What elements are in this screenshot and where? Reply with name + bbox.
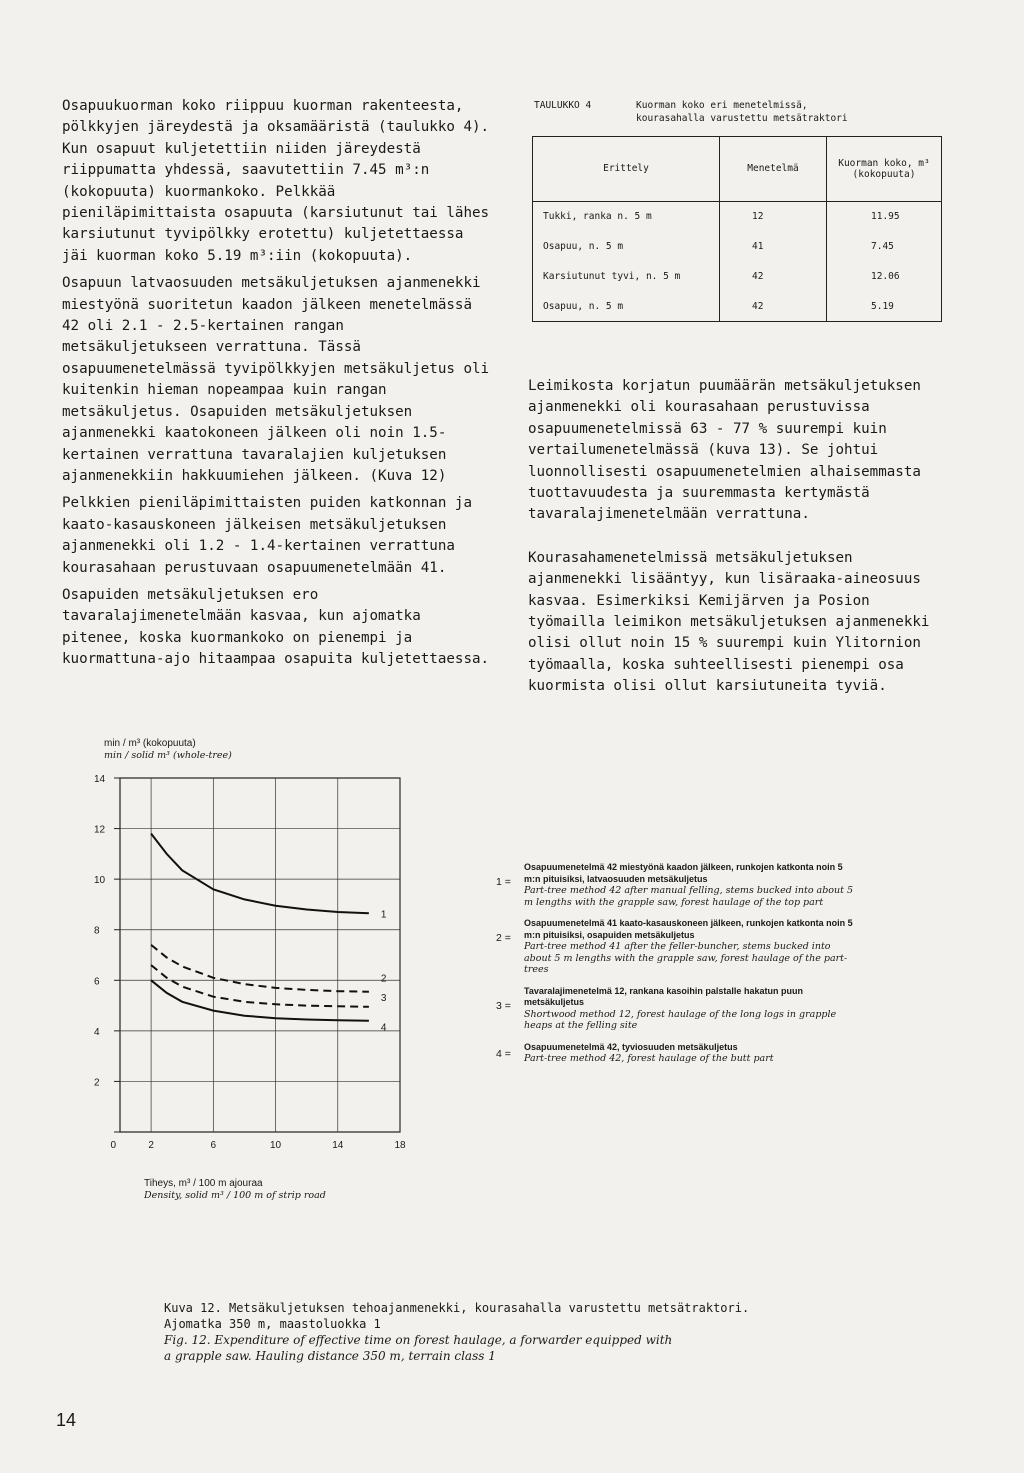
- legend-item: [496, 862, 856, 908]
- page-number: 14: [56, 1410, 77, 1430]
- legend-text-fi: Osapuumenetelmä 42 miestyönä kaadon jälkeen, runkojen katkonta noin 5 m:n pituisiksi, latvaosuuden metsäkuljetus: [524, 862, 843, 884]
- legend-number: 3 =: [496, 999, 511, 1012]
- right-paragraph-2: Kourasahamenetelmissä metsäkuljetuksen ajanmenekki lisääntyy, kun lisäraaka-aineosuus kasvaa. Esimerkiksi Kemijärven ja Posion työmailla leimikon metsäkuljetuksen ajanmenekki olisi ollut noin 15 % suurempi kuin Ylitornion työmaalla, koska suhteellisesti pienempi osa kuormista olisi ollut karsiutuneita tyviä.: [528, 549, 930, 695]
- chart-xlabel: [144, 1178, 326, 1202]
- series-label-2: 2: [380, 973, 387, 985]
- table4-title-line2: kourasahalla varustettu metsätraktori: [636, 113, 848, 124]
- series-line-2: [151, 945, 369, 992]
- plot-frame: [120, 778, 400, 1132]
- chart-12: [80, 768, 410, 1168]
- right-paragraph-1: Leimikosta korjatun puumäärän metsäkuljetuksen ajanmenekki oli kourasahaan perustuvissa osapuumenetelmissä 63 - 77 % suurempi kuin vertailumenetelmässä (kuva 13). Se johtui luonnollisesti osapuumenetelmien alhaisemmasta tuottavuudesta ja suuremmasta kertymästä tavaralajimenetelmään verrattuna.: [528, 378, 921, 523]
- y-tick-label: 4: [94, 1026, 100, 1038]
- left-paragraph-4: Osapuiden metsäkuljetuksen ero tavaralajimenetelmään kasvaa, kun ajomatka pitenee, koska kuormankoko on pienempi ja kuormattuna-ajo hitaampaa osapuita kuljetettaessa.: [62, 586, 490, 668]
- series-label-1: 1: [380, 909, 387, 921]
- table4-cell: 5.19: [871, 300, 894, 312]
- left-column: [62, 96, 492, 677]
- table4: [532, 136, 942, 322]
- y-tick-label: 2: [94, 1077, 100, 1089]
- y-tick-label: 14: [94, 774, 106, 785]
- figure-caption: [164, 1300, 954, 1364]
- caption-fi-line2: Ajomatka 350 m, maastoluokka 1: [164, 1317, 381, 1331]
- chart-ylabel-fi: min / m³ (kokopuuta): [104, 738, 196, 749]
- chart-ylabel: [104, 738, 232, 762]
- caption-en-line1: Fig. 12. Expenditure of effective time on forest haulage, a forwarder equipped with: [164, 1333, 673, 1347]
- left-paragraph-1: Osapuukuorman koko riippuu kuorman rakenteesta, pölkkyjen järeydestä ja oksamääristä (taulukko 4). Kun osapuut kuljetettiin niiden järeydestä riippumatta yhdessä, saavutettiin 7.45 m³:n (kokopuuta) kuormankoko. Pelkkää pieniläpimittaista osapuuta (karsiutunut tai lähes karsiutunut tyvipölkky erotettu) kuljetettaessa jäi kuorman koko 5.19 m³:iin (kokopuuta).: [62, 98, 490, 264]
- legend-text-en: Part-tree method 42 after manual felling, stems bucked into about 5 m lengths with the grapple saw, forest haulage of the top part: [524, 885, 854, 908]
- chart-legend: [496, 862, 856, 1075]
- legend-text-fi: Tavaralajimenetelmä 12, rankana kasoihin palstalle hakatun puun metsäkuljetus: [524, 985, 803, 1007]
- left-paragraph-2: Osapuun latvaosuuden metsäkuljetuksen ajanmenekki miestyönä suoritetun kaadon jälkeen menetelmässä 42 oli 2.1 - 2.5-kertainen rangan metsäkuljetukseen verrattuna. Tässä osapuumenetelmässä tyvipölkkyjen metsäkuljetus oli kuitenkin hieman nopeampaa kuin rangan metsäkuljetus. Osapuiden metsäkuljetuksen ajanmenekki kaatokoneen jälkeen oli noin 1.5-kertainen verrattuna tavaralajien kuljetuksen ajanmenekkiin hakkuumiehen jälkeen. (Kuva 12): [62, 275, 490, 484]
- y-tick-label: 0: [110, 1140, 116, 1151]
- series-label-3: 3: [380, 992, 387, 1004]
- chart-ylabel-en: min / solid m³ (whole-tree): [104, 750, 232, 761]
- table4-cell: 41: [720, 232, 827, 262]
- y-tick-label: 12: [94, 824, 106, 836]
- chart-xlabel-en: Density, solid m³ / 100 m of strip road: [144, 1190, 326, 1201]
- right-column: [528, 376, 944, 704]
- table4-cell: Karsiutunut tyvi, n. 5 m: [533, 262, 720, 292]
- y-tick-label: 6: [94, 976, 100, 988]
- legend-number: 2 =: [496, 932, 511, 944]
- y-tick-label: 8: [94, 925, 100, 937]
- series-line-1: [151, 834, 369, 914]
- table4-cell: 7.45: [871, 241, 894, 253]
- y-tick-label: 10: [94, 875, 106, 887]
- table4-label: TAULUKKO 4: [534, 100, 592, 111]
- caption-en-line2: a grapple saw. Hauling distance 350 m, terrain class 1: [164, 1349, 496, 1363]
- legend-item: [496, 986, 856, 1032]
- table-row: [533, 262, 941, 292]
- caption-fi-line1: Kuva 12. Metsäkuljetuksen tehoajanmenekki, kourasahalla varustettu metsätraktori.: [164, 1301, 750, 1315]
- table4-header-cell: Kuorman koko, m³ (kokopuuta): [838, 157, 930, 180]
- series-label-4: 4: [380, 1022, 387, 1034]
- table4-header-cell: Erittely: [533, 137, 720, 201]
- legend-text-en: Part-tree method 42, forest haulage of the butt part: [524, 1053, 774, 1064]
- legend-text-en: Shortwood method 12, forest haulage of the long logs in grapple heaps at the felling site: [524, 1008, 837, 1031]
- table4-cell: 42: [720, 291, 827, 321]
- table4-header-cell: Menetelmä: [720, 137, 827, 201]
- x-tick-label: 18: [394, 1140, 406, 1151]
- table4-title-line1: Kuorman koko eri menetelmissä,: [636, 100, 808, 111]
- x-tick-label: 2: [148, 1140, 154, 1151]
- legend-text-fi: Osapuumenetelmä 41 kaato-kasauskoneen jälkeen, runkojen katkonta noin 5 m:n pituisiksi, osapuiden metsäkuljetus: [524, 918, 853, 940]
- legend-text-fi: Osapuumenetelmä 42, tyviosuuden metsäkuljetus: [524, 1041, 738, 1052]
- table4-header: [534, 99, 954, 125]
- table-row: [533, 232, 941, 262]
- left-paragraph-3: Pelkkien pieniläpimittaisten puiden katkonnan ja kaato-kasauskoneen jälkeisen metsäkuljetuksen ajanmenekki oli 1.2 - 1.4-kertainen verrattuna kourasahaan perustuvaan osapuumenetelmään 41.: [62, 495, 472, 576]
- table4-cell: Osapuu, n. 5 m: [533, 291, 720, 321]
- legend-number: 1 =: [496, 876, 511, 888]
- table4-cell: 12.06: [871, 270, 900, 282]
- legend-text-en: Part-tree method 41 after the feller-buncher, stems bucked into about 5 m lengths with the grapple saw, forest haulage of the part-trees: [524, 941, 848, 975]
- x-tick-label: 10: [269, 1140, 282, 1151]
- table-row: [533, 291, 941, 321]
- table4-cell: 42: [720, 262, 827, 292]
- table4-grid: [533, 137, 941, 321]
- table4-cell: 11.95: [871, 211, 900, 223]
- table4-cell: Osapuu, n. 5 m: [533, 232, 720, 262]
- legend-number: 4 =: [496, 1047, 511, 1060]
- x-tick-label: 14: [332, 1140, 344, 1151]
- table4-cell: Tukki, ranka n. 5 m: [533, 201, 720, 232]
- legend-item: [496, 1042, 856, 1065]
- table4-cell: 12: [720, 201, 827, 232]
- table-row: [533, 201, 941, 232]
- chart-xlabel-fi: Tiheys, m³ / 100 m ajouraa: [144, 1178, 263, 1189]
- legend-item: [496, 918, 856, 976]
- x-tick-label: 6: [210, 1140, 217, 1151]
